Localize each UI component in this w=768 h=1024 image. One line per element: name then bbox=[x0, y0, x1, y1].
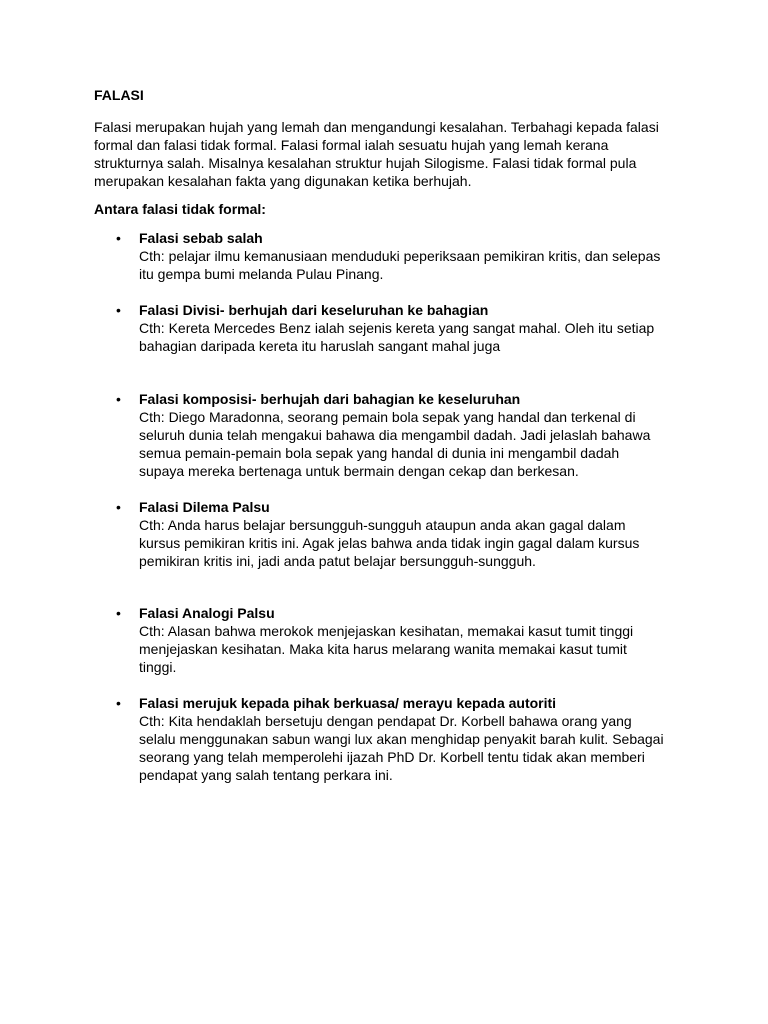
intro-line: Falasi merupakan hujah yang lemah dan mengandungi kesalahan. Terbahagi kepada falasi bbox=[94, 119, 659, 135]
bullet-icon: • bbox=[116, 302, 121, 318]
list-item-line: seorang yang telah memperolehi ijazah PhD Dr. Korbell tentu tidak akan memberi bbox=[139, 749, 645, 765]
bullet-icon: • bbox=[116, 230, 121, 246]
section-subheading: Antara falasi tidak formal: bbox=[94, 201, 266, 217]
bullet-icon: • bbox=[116, 695, 121, 711]
list-item-body bbox=[139, 498, 699, 570]
list-item-line: pendapat yang salah tentang perkara ini. bbox=[139, 767, 393, 783]
list-item-line: Cth: pelajar ilmu kemanusiaan menduduki peperiksaan pemikiran kritis, dan selepas bbox=[139, 248, 661, 264]
intro-line: merupakan kesalahan fakta yang digunakan ketika berhujah. bbox=[94, 173, 472, 189]
list-item-body bbox=[139, 301, 699, 355]
list-item-heading: Falasi sebab salah bbox=[139, 230, 263, 246]
list-item-heading: Falasi komposisi- berhujah dari bahagian ke keseluruhan bbox=[139, 391, 521, 407]
list-item-line: itu gempa bumi melanda Pulau Pinang. bbox=[139, 266, 384, 282]
list-item-line: Cth: Kita hendaklah bersetuju dengan pendapat Dr. Korbell bahawa orang yang bbox=[139, 713, 632, 729]
list-item-body bbox=[139, 694, 699, 784]
list-item-line: seluruh dunia telah mengakui bahawa dia mengambil dadah. Jadi jelaslah bahawa bbox=[139, 427, 651, 443]
intro-line: formal dan falasi tidak formal. Falasi formal ialah sesuatu hujah yang lemah kerana bbox=[94, 137, 609, 153]
list-item-heading: Falasi Divisi- berhujah dari keseluruhan ke bahagian bbox=[139, 302, 489, 318]
bullet-icon: • bbox=[116, 391, 121, 407]
list-item-line: Cth: Kereta Mercedes Benz ialah sejenis kereta yang sangat mahal. Oleh itu setiap bbox=[139, 320, 655, 336]
list-item-line: semua pemain-pemain bola sepak yang handal di dunia ini mengambil dadah bbox=[139, 445, 620, 461]
bullet-icon: • bbox=[116, 605, 121, 621]
list-item-heading: Falasi merujuk kepada pihak berkuasa/ merayu kepada autoriti bbox=[139, 695, 557, 711]
list-item-line: tinggi. bbox=[139, 659, 177, 675]
list-item-line: bahagian daripada kereta itu haruslah sangant mahal juga bbox=[139, 338, 501, 354]
list-item-body bbox=[139, 390, 699, 480]
list-item-line: Cth: Alasan bahwa merokok menjejaskan kesihatan, memakai kasut tumit tinggi bbox=[139, 623, 634, 639]
intro-line: strukturnya salah. Misalnya kesalahan struktur hujah Silogisme. Falasi tidak formal pula bbox=[94, 155, 637, 171]
document-title: FALASI bbox=[94, 87, 144, 103]
list-item-line: pemikiran kritis ini, jadi anda patut belajar bersungguh-sungguh. bbox=[139, 553, 536, 569]
list-item-body bbox=[139, 604, 699, 676]
list-item-heading: Falasi Analogi Palsu bbox=[139, 605, 275, 621]
list-item-line: supaya mereka bertenaga untuk bermain dengan cekap dan berkesan. bbox=[139, 463, 579, 479]
list-item-heading: Falasi Dilema Palsu bbox=[139, 499, 270, 515]
intro-paragraph bbox=[94, 118, 674, 190]
bullet-icon: • bbox=[116, 499, 121, 515]
list-item-line: menjejaskan kesihatan. Maka kita harus melarang wanita memakai kasut tumit bbox=[139, 641, 627, 657]
list-item-body bbox=[139, 229, 699, 283]
list-item-line: kursus pemikiran kritis ini. Agak jelas bahwa anda tidak ingin gagal dalam kursus bbox=[139, 535, 640, 551]
list-item-line: Cth: Diego Maradonna, seorang pemain bola sepak yang handal dan terkenal di bbox=[139, 409, 636, 425]
list-item-line: selalu menggunakan sabun wangi lux akan menghidap penyakit barah kulit. Sebagai bbox=[139, 731, 664, 747]
list-item-line: Cth: Anda harus belajar bersungguh-sungguh ataupun anda akan gagal dalam bbox=[139, 517, 626, 533]
